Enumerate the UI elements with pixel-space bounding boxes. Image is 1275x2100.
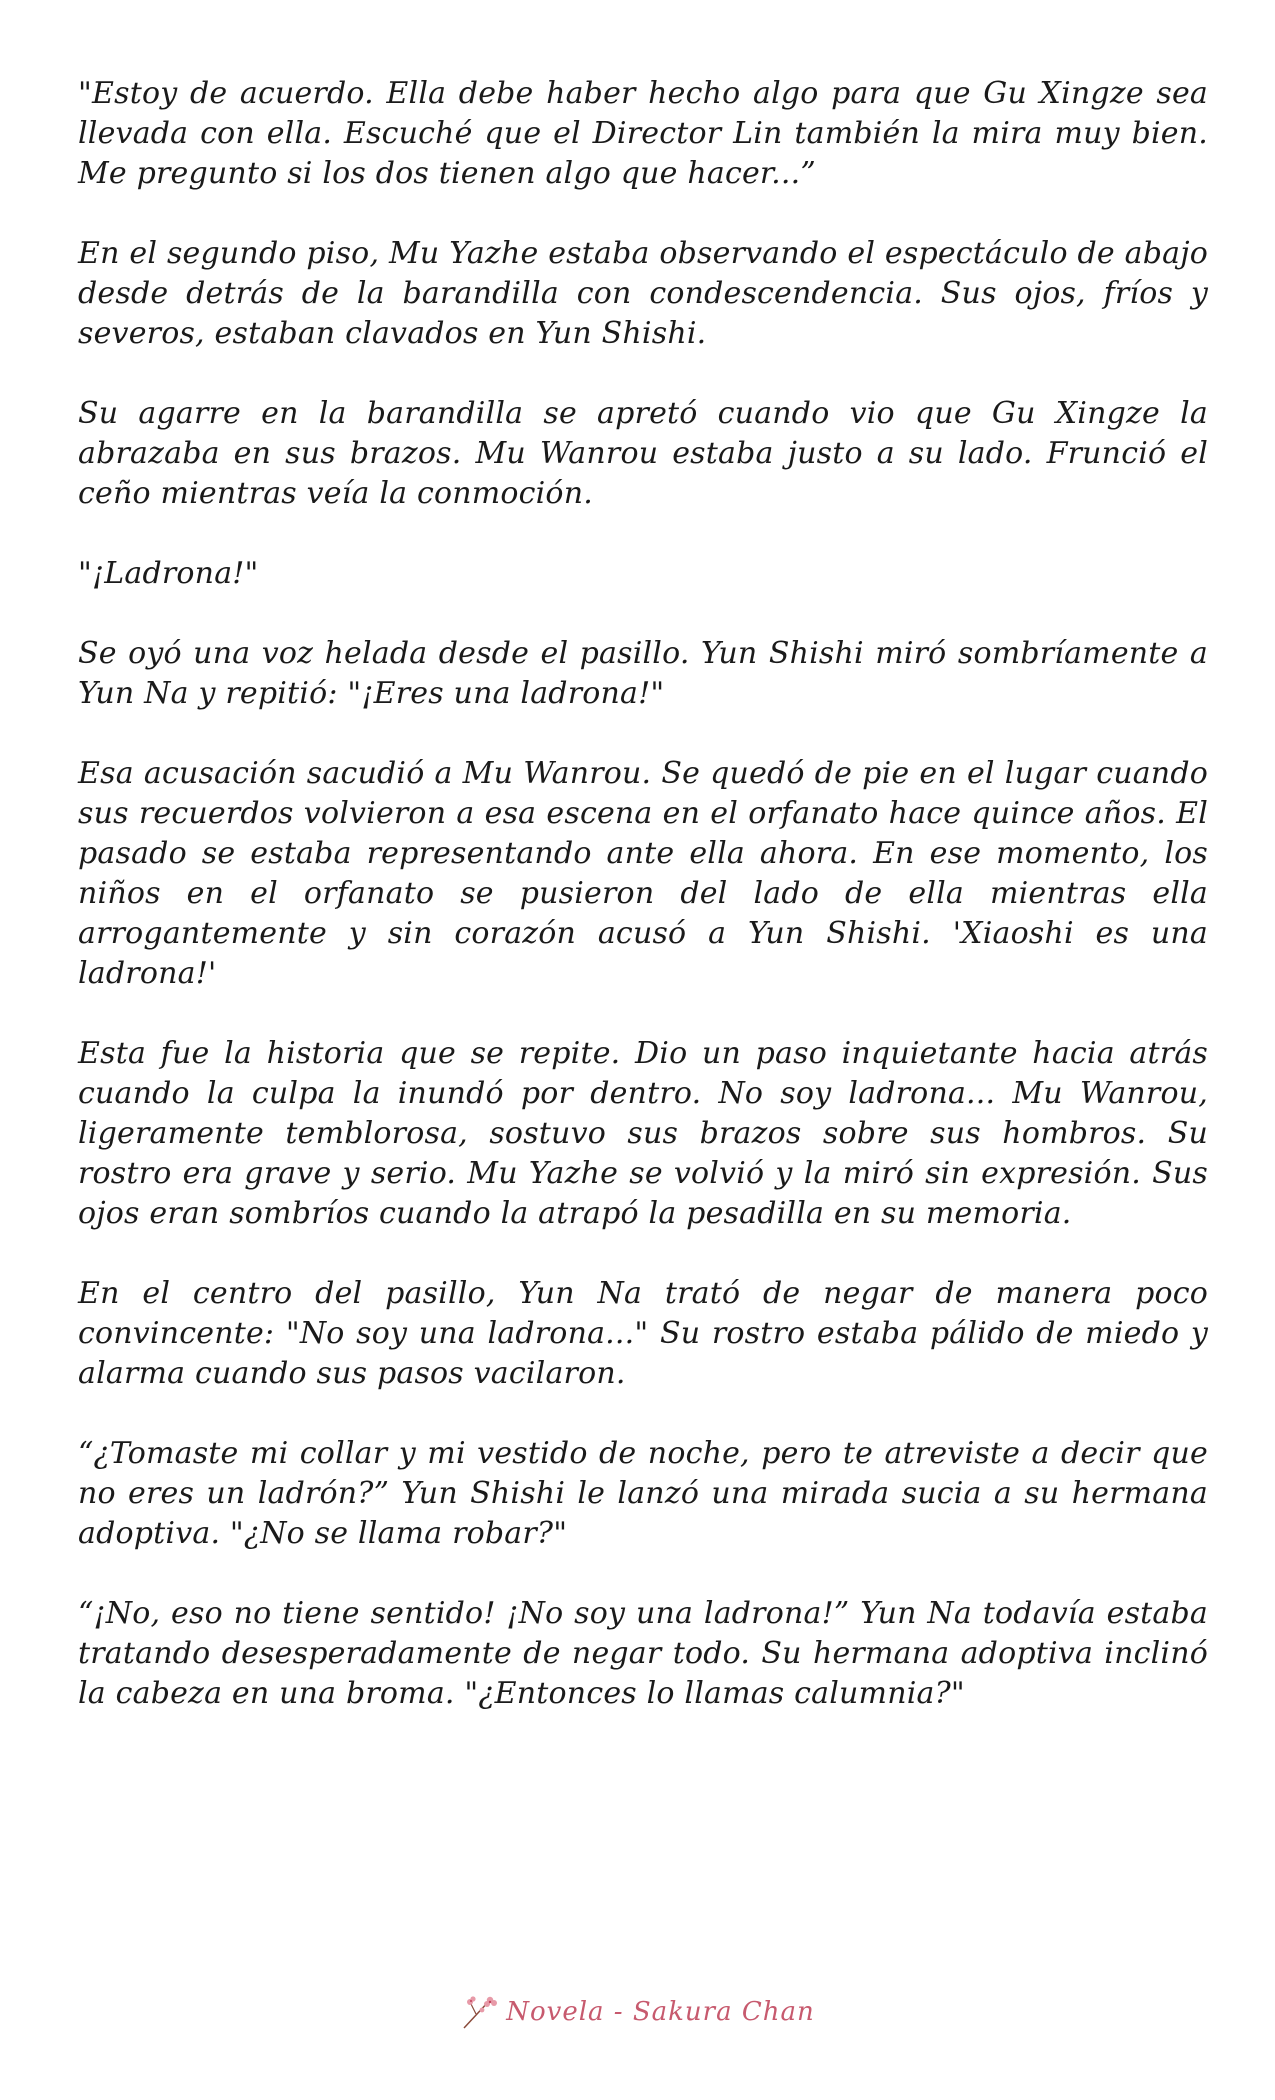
paragraph: Esta fue la historia que se repite. Dio un paso inquietante hacia atrás cuando la culpa la inundó por dentro. No soy ladrona... Mu Wanrou, ligeramente temblorosa, sostuvo sus brazos sobre sus hombros. Su rostro era grave y serio. Mu Yazhe se volvió y la miró sin expresión. Sus ojos eran sombríos cuando la atrapó la pesadilla en su memoria. bbox=[78, 1036, 1208, 1231]
paragraph: Se oyó una voz helada desde el pasillo. Yun Shishi miró sombríamente a Yun Na y repitió: "¡Eres una ladrona!" bbox=[78, 636, 1208, 711]
story-text bbox=[78, 74, 1208, 1754]
paragraph: En el centro del pasillo, Yun Na trató de negar de manera poco convincente: "No soy una ladrona..." Su rostro estaba pálido de miedo y alarma cuando sus pasos vacilaron. bbox=[78, 1276, 1208, 1391]
paragraph: “¿Tomaste mi collar y mi vestido de noche, pero te atreviste a decir que no eres un ladrón?” Yun Shishi le lanzó una mirada sucia a su hermana adoptiva. "¿No se llama robar?" bbox=[78, 1436, 1208, 1551]
paragraph: "Estoy de acuerdo. Ella debe haber hecho algo para que Gu Xingze sea llevada con ella. Escuché que el Director Lin también la mira muy bien. Me pregunto si los dos tienen algo que hacer...” bbox=[78, 76, 1208, 191]
paragraph: “¡No, eso no tiene sentido! ¡No soy una ladrona!” Yun Na todavía estaba tratando desesperadamente de negar todo. Su hermana adoptiva inclinó la cabeza en una broma. "¿Entonces lo llamas calumnia?" bbox=[78, 1596, 1208, 1711]
footer-watermark bbox=[0, 1988, 1275, 2036]
paragraph: En el segundo piso, Mu Yazhe estaba observando el espectáculo de abajo desde detrás de la barandilla con condescendencia. Sus ojos, fríos y severos, estaban clavados en Yun Shishi. bbox=[78, 236, 1208, 351]
paragraph: "¡Ladrona!" bbox=[78, 556, 259, 591]
paragraph: Esa acusación sacudió a Mu Wanrou. Se quedó de pie en el lugar cuando sus recuerdos volvieron a esa escena en el orfanato hace quince años. El pasado se estaba representando ante ella ahora. En ese momento, los niños en el orfanato se pusieron del lado de ella mientras ella arrogantemente y sin corazón acusó a Yun Shishi. 'Xiaoshi es una ladrona!' bbox=[78, 756, 1208, 991]
paragraph: Su agarre en la barandilla se apretó cuando vio que Gu Xingze la abrazaba en sus brazos. Mu Wanrou estaba justo a su lado. Frunció el ceño mientras veía la conmoción. bbox=[78, 396, 1208, 511]
footer-text: Novela - Sakura Chan bbox=[506, 1997, 815, 2027]
cherry-blossom-icon bbox=[460, 1992, 500, 2032]
